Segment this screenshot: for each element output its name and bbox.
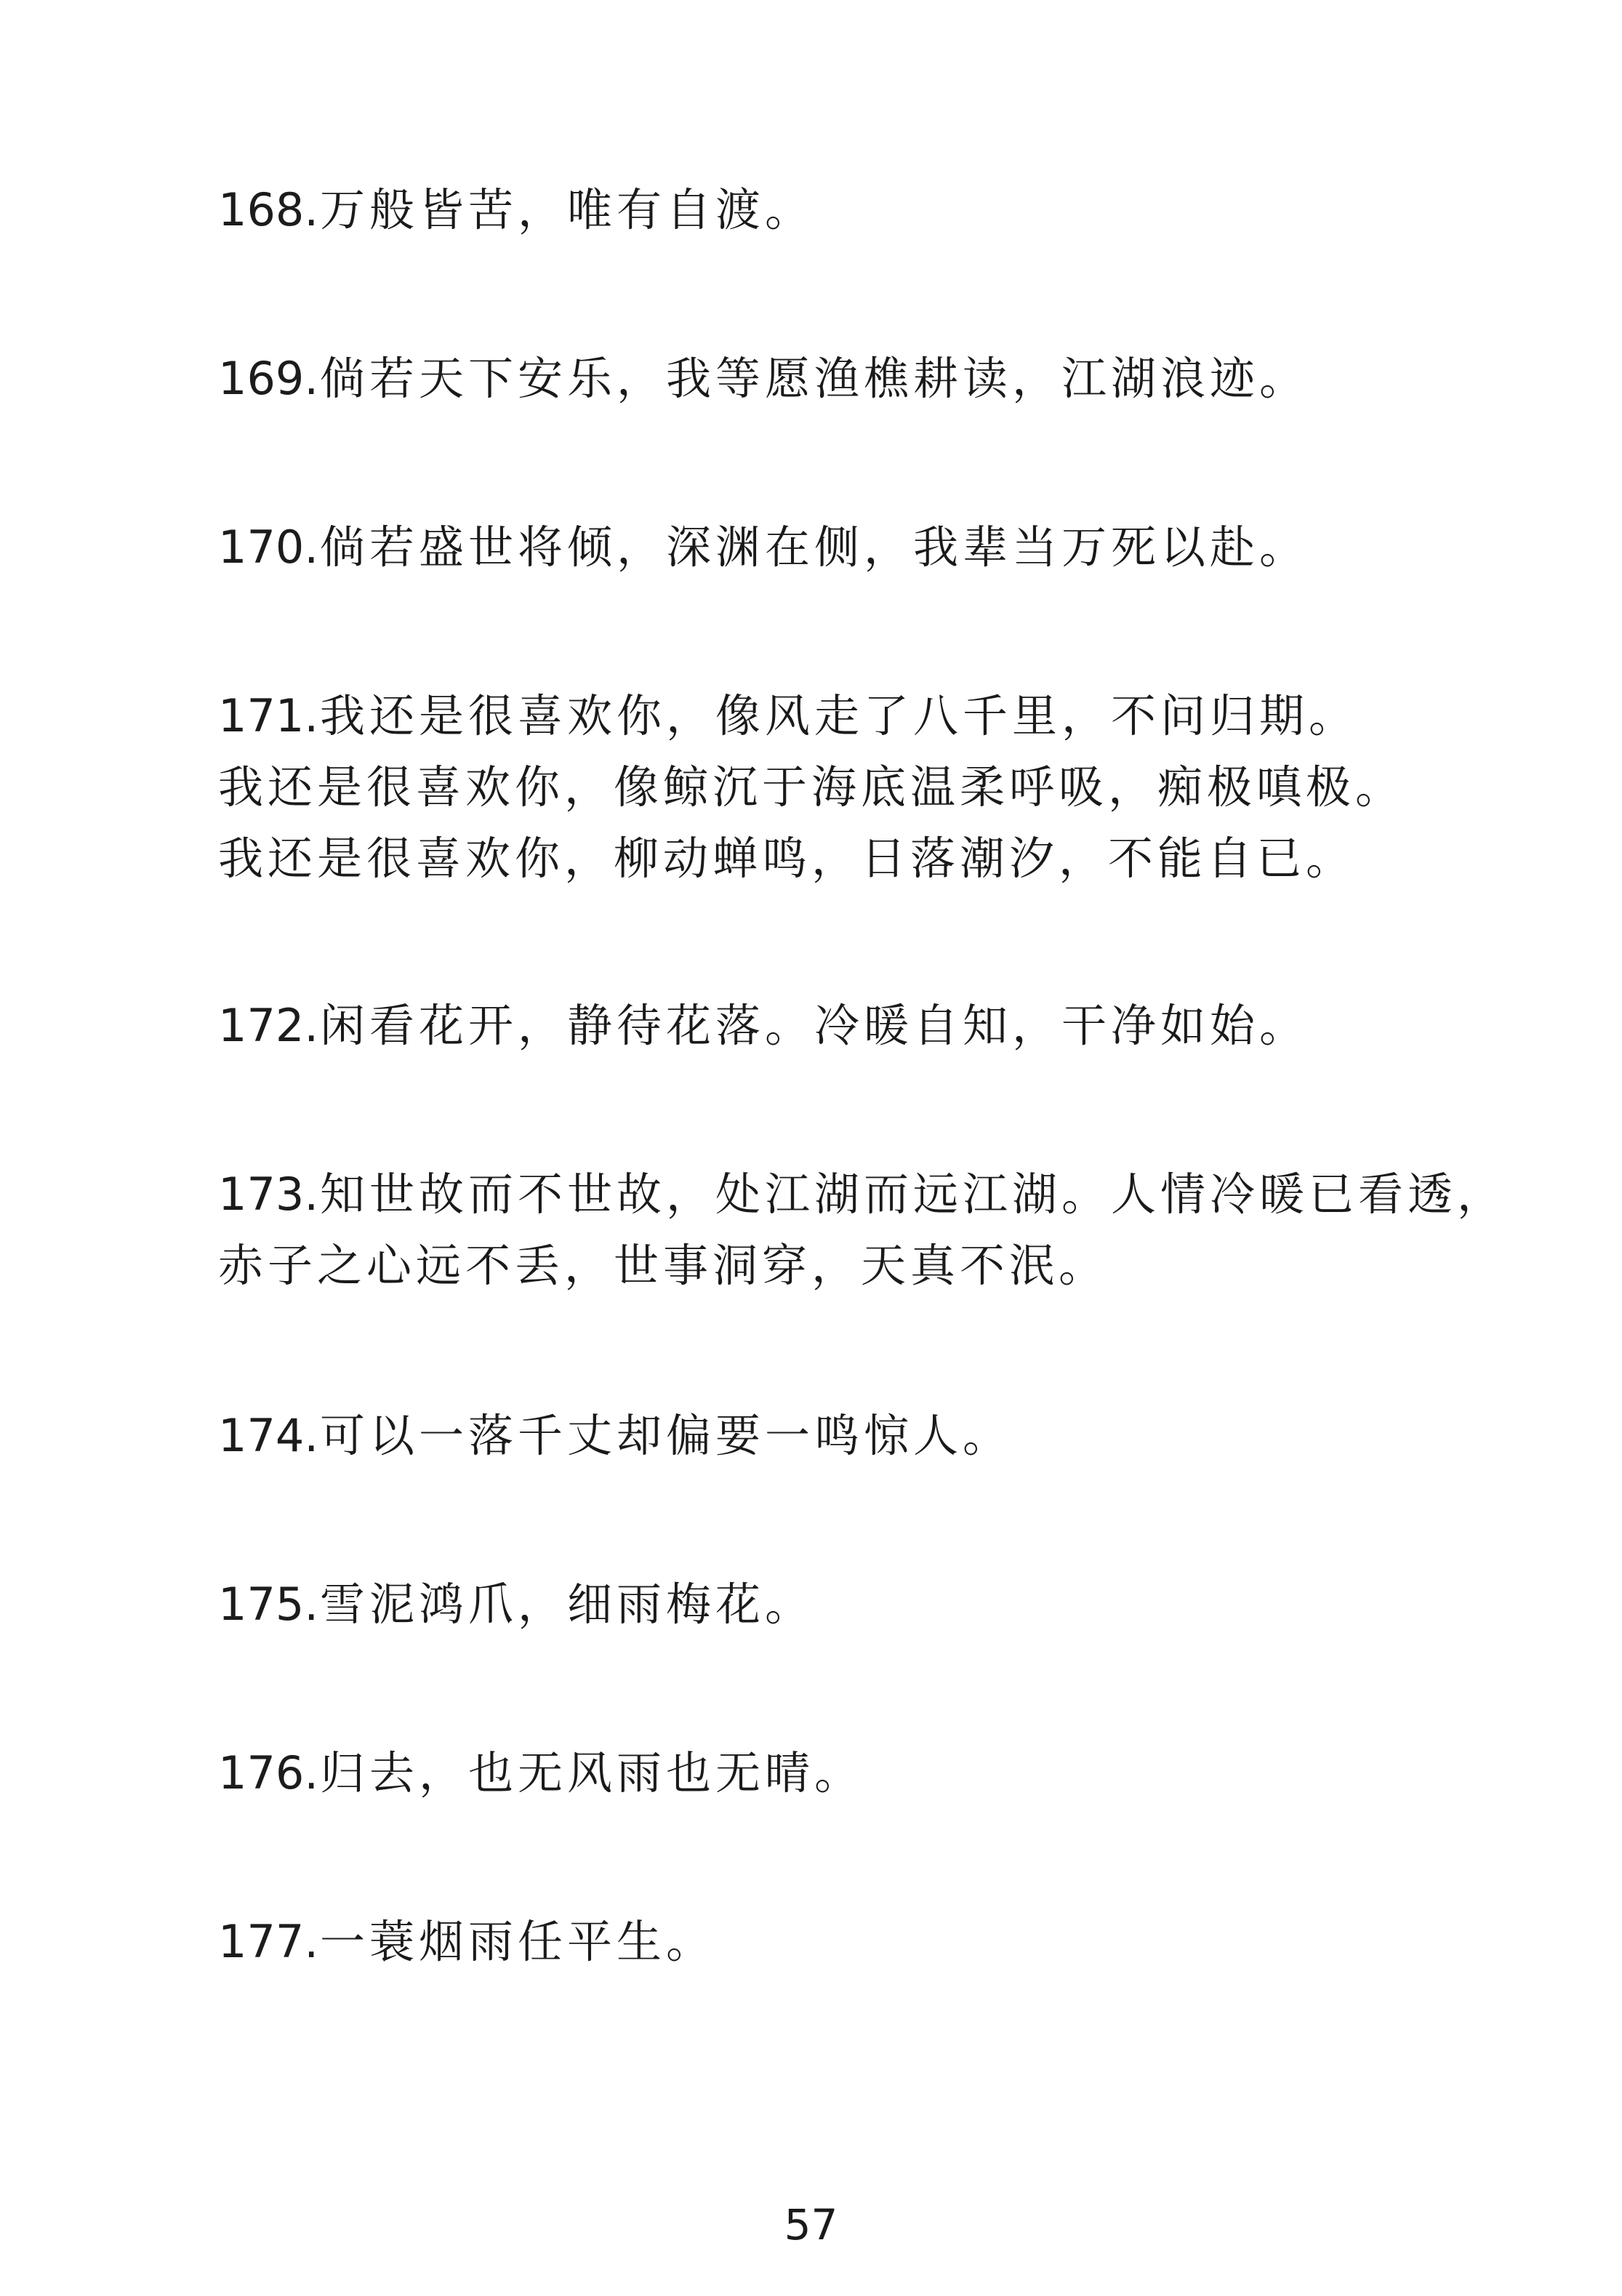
quote-168 — [218, 174, 1454, 246]
quote-number: 173. — [218, 1168, 319, 1221]
quote-173 — [218, 1159, 1507, 1301]
quote-number: 176. — [218, 1746, 319, 1799]
quote-number: 170. — [218, 521, 319, 574]
quote-number: 172. — [218, 999, 319, 1052]
quote-number: 175. — [218, 1578, 319, 1631]
quote-text: 可以一落千丈却偏要一鸣惊人。 — [320, 1409, 1013, 1462]
quote-text: 倘若天下安乐，我等愿渔樵耕读，江湖浪迹。 — [320, 352, 1309, 405]
quote-175 — [218, 1569, 1454, 1640]
quote-text: 雪泥鸿爪，细雨梅花。 — [320, 1578, 815, 1631]
quote-text-continued: 赤子之心远不丢，世事洞穿，天真不泯。 — [218, 1239, 1109, 1292]
quote-text: 知世故而不世故，处江湖而远江湖。人情冷暖已看透， — [320, 1168, 1507, 1221]
page-number: 57 — [784, 2200, 838, 2249]
quote-number: 177. — [218, 1915, 319, 1968]
quote-text: 一蓑烟雨任平生。 — [320, 1915, 716, 1968]
quote-text: 归去，也无风雨也无晴。 — [320, 1746, 864, 1799]
quote-176 — [218, 1738, 1454, 1809]
quote-number: 168. — [218, 183, 319, 236]
quote-text: 倘若盛世将倾，深渊在侧，我辈当万死以赴。 — [320, 521, 1309, 574]
quote-text: 我还是很喜欢你，像风走了八千里，不问归期。 — [320, 689, 1359, 742]
quote-text-continued: 我还是很喜欢你，像鲸沉于海底温柔呼吸，痴极嗔极。 — [218, 760, 1405, 814]
quote-177 — [218, 1906, 1454, 1978]
quote-170 — [218, 512, 1454, 583]
quote-number: 169. — [218, 352, 319, 405]
quote-text: 万般皆苦，唯有自渡。 — [320, 183, 815, 236]
quote-171 — [218, 681, 1454, 894]
quote-174 — [218, 1400, 1454, 1472]
quote-number: 174. — [218, 1409, 319, 1462]
quote-text-continued: 我还是很喜欢你，柳动蝉鸣，日落潮汐，不能自已。 — [218, 832, 1356, 885]
quote-172 — [218, 990, 1454, 1061]
quote-number: 171. — [218, 689, 319, 742]
quote-text: 闲看花开，静待花落。冷暖自知，干净如始。 — [320, 999, 1309, 1052]
quote-169 — [218, 343, 1454, 414]
